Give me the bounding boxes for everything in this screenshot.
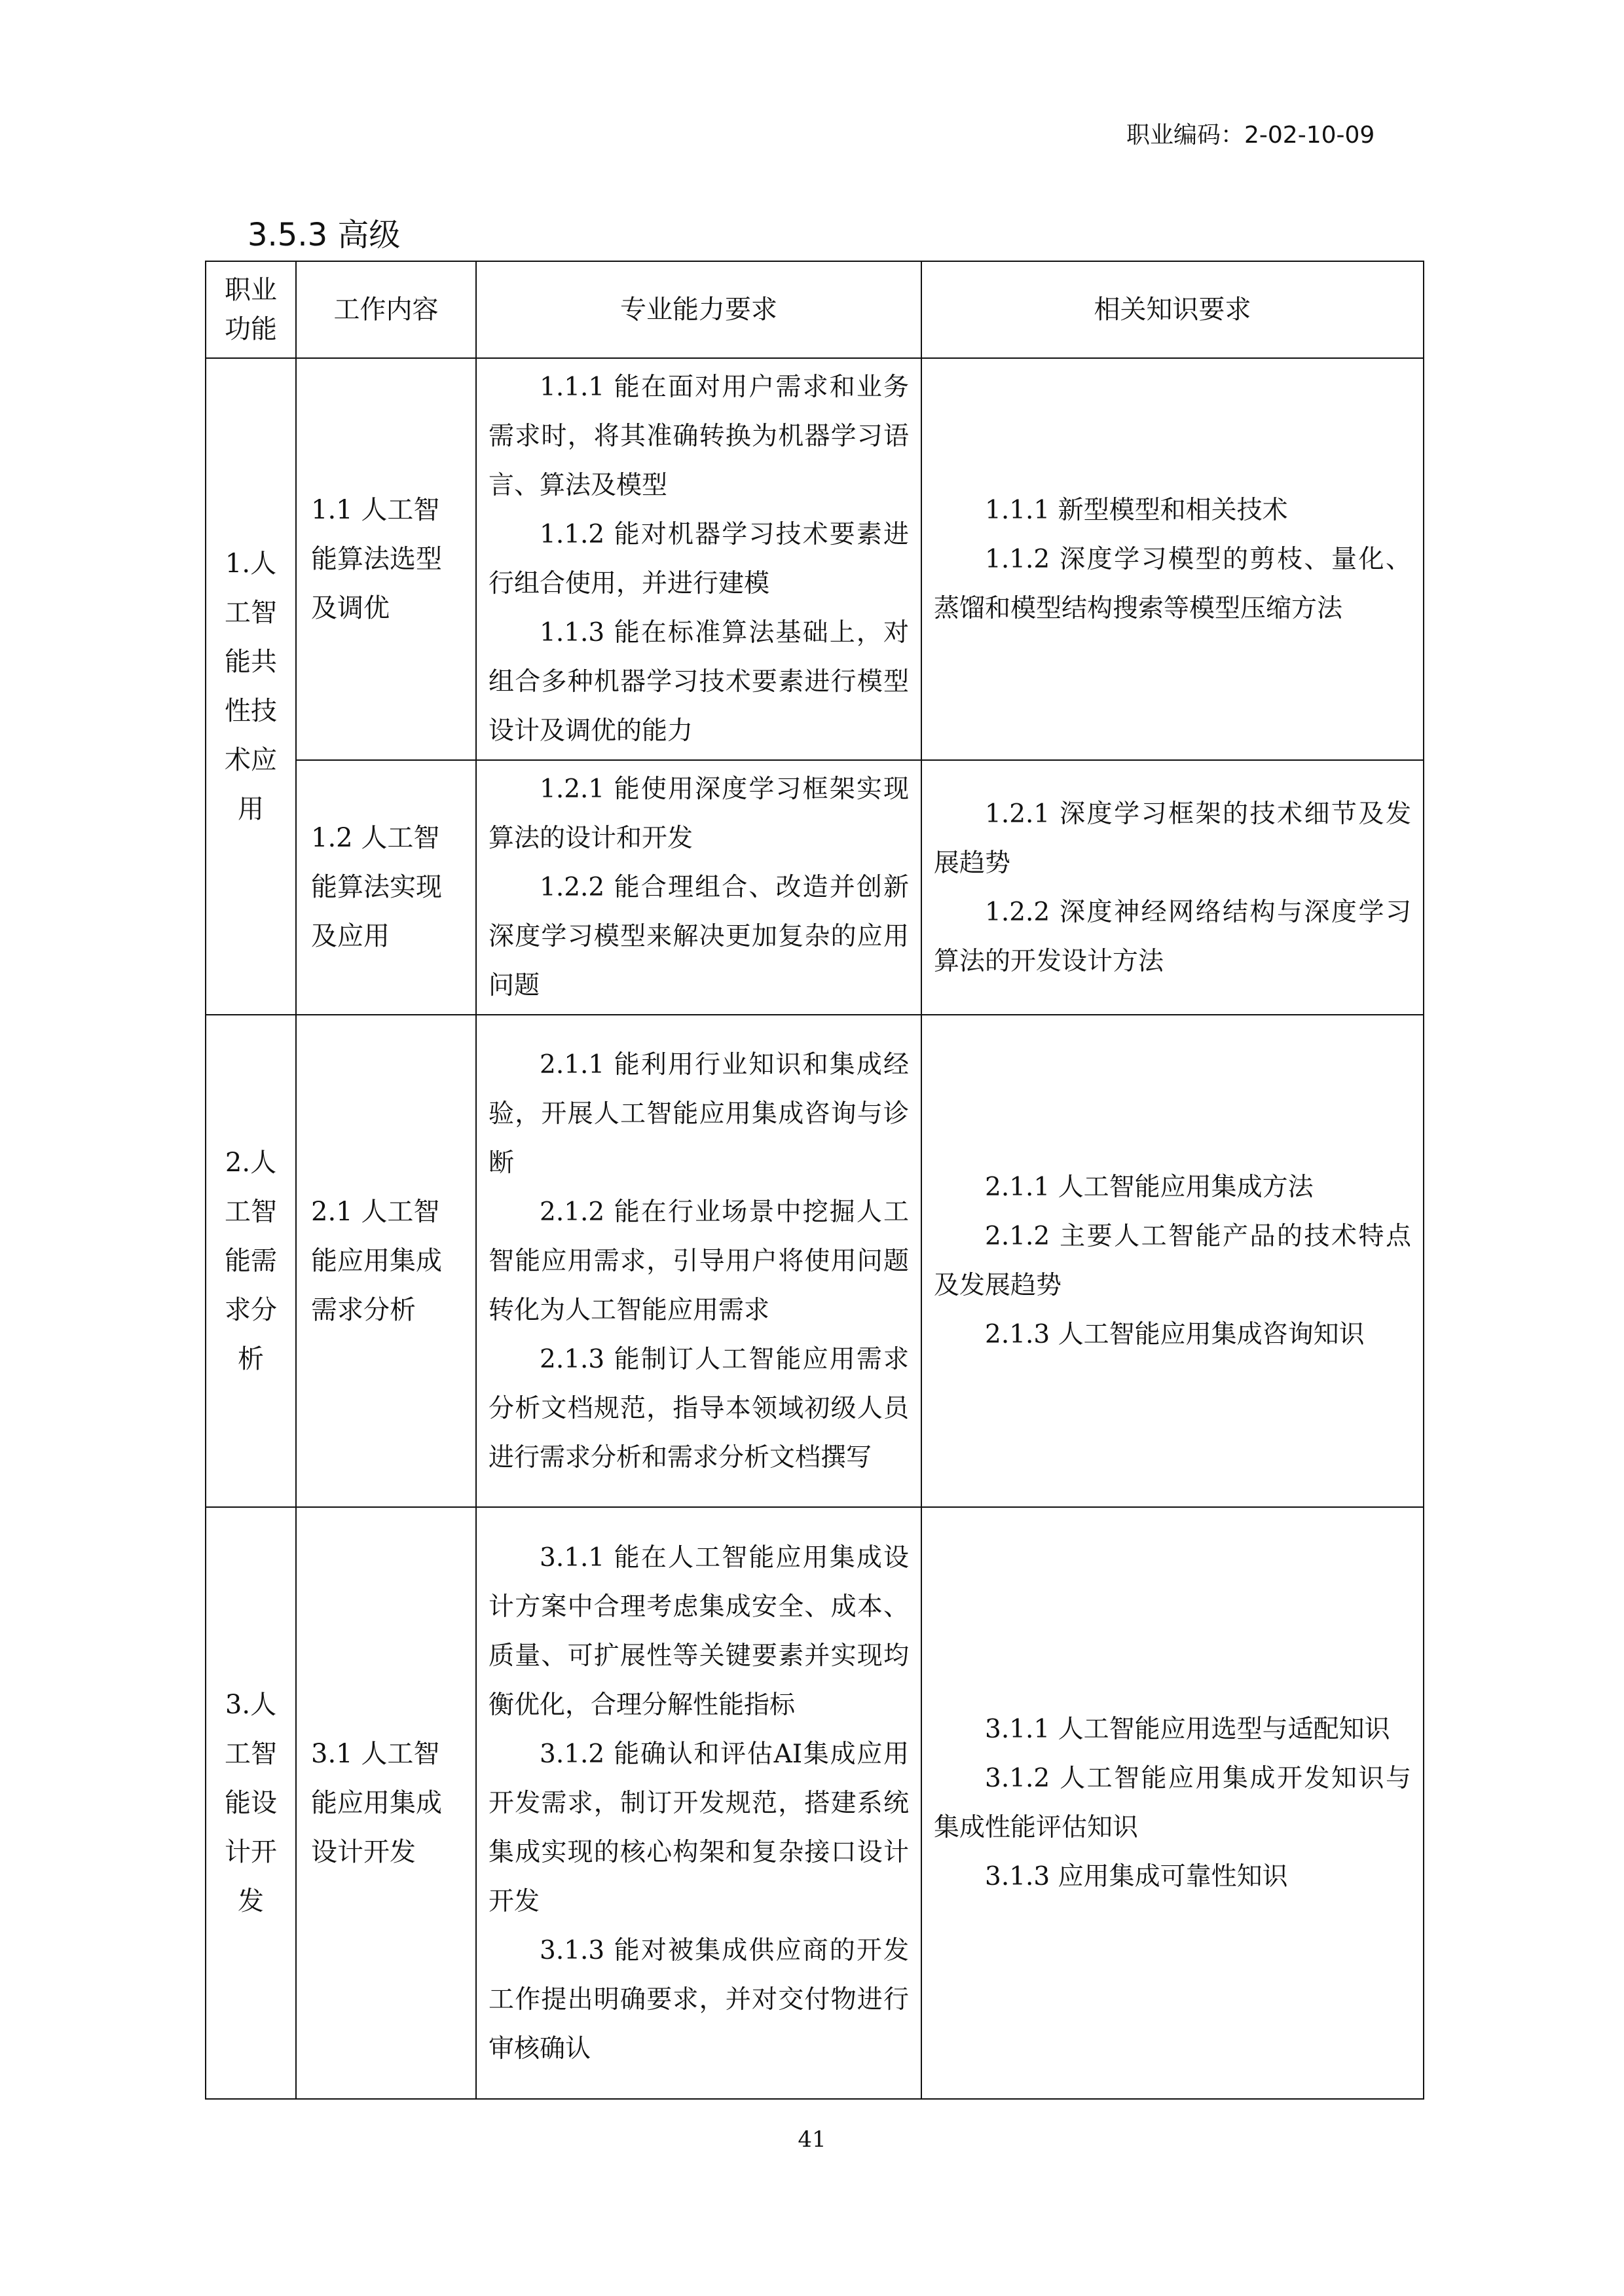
header-work: 工作内容 <box>296 261 476 358</box>
knowledge-cell <box>921 760 1424 1015</box>
knowledge-item: 1.2.1 深度学习框架的技术细节及发展趋势 <box>934 799 1411 878</box>
table-row <box>206 358 1424 760</box>
skill-item: 1.2.2 能合理组合、改造并创新深度学习模型来解决更加复杂的应用问题 <box>489 873 909 1000</box>
skill-item: 1.1.2 能对机器学习技术要素进行组合使用，并进行建模 <box>489 520 909 598</box>
skill-item: 3.1.3 能对被集成供应商的开发工作提出明确要求，并对交付物进行审核确认 <box>489 1935 909 2064</box>
table-row <box>206 760 1424 1015</box>
work-cell: 3.1 人工智能应用集成设计开发 <box>296 1507 476 2099</box>
page-number: 41 <box>798 2126 826 2153</box>
knowledge-item: 3.1.2 人工智能应用集成开发知识与集成性能评估知识 <box>934 1764 1411 1842</box>
skill-item: 1.2.1 能使用深度学习框架实现算法的设计和开发 <box>489 774 909 853</box>
skill-item: 2.1.3 能制订人工智能应用需求分析文档规范，指导本领域初级人员进行需求分析和需求分析文档撰写 <box>489 1344 909 1472</box>
occupation-code: 职业编码：2-02-10-09 <box>1126 122 1375 149</box>
work-cell: 1.1 人工智能算法选型及调优 <box>296 358 476 760</box>
skill-item: 2.1.2 能在行业场景中挖掘人工智能应用需求，引导用户将使用问题转化为人工智能应用需求 <box>489 1197 909 1325</box>
func-cell: 3.人工智能设计开发 <box>206 1507 296 2099</box>
knowledge-item: 1.1.1 新型模型和相关技术 <box>985 495 1288 525</box>
skill-item: 1.1.1 能在面对用户需求和业务需求时，将其准确转换为机器学习语言、算法及模型 <box>489 373 909 500</box>
func-cell: 1.人工智能共性技术应用 <box>206 358 296 1015</box>
table-header-row <box>206 261 1424 358</box>
func-cell: 2.人工智能需求分析 <box>206 1015 296 1507</box>
header-skill: 专业能力要求 <box>476 261 921 358</box>
header-knowledge: 相关知识要求 <box>921 261 1424 358</box>
skill-item: 1.1.3 能在标准算法基础上，对组合多种机器学习技术要素进行模型设计及调优的能力 <box>489 618 909 746</box>
knowledge-item: 2.1.2 主要人工智能产品的技术特点及发展趋势 <box>934 1222 1411 1300</box>
skill-cell <box>476 1015 921 1507</box>
knowledge-item: 2.1.1 人工智能应用集成方法 <box>985 1173 1314 1202</box>
skill-item: 2.1.1 能利用行业知识和集成经验，开展人工智能应用集成咨询与诊断 <box>489 1049 909 1178</box>
section-title: 3.5.3 高级 <box>248 217 401 253</box>
knowledge-item: 1.1.2 深度学习模型的剪枝、量化、蒸馏和模型结构搜索等模型压缩方法 <box>934 544 1411 623</box>
skill-cell <box>476 358 921 760</box>
knowledge-item: 3.1.1 人工智能应用选型与适配知识 <box>985 1715 1390 1744</box>
knowledge-item: 3.1.3 应用集成可靠性知识 <box>985 1862 1288 1891</box>
skill-cell <box>476 1507 921 2099</box>
competency-table <box>205 261 1424 2100</box>
knowledge-cell <box>921 358 1424 760</box>
work-cell: 2.1 人工智能应用集成需求分析 <box>296 1015 476 1507</box>
table-row <box>206 1015 1424 1507</box>
knowledge-item: 1.2.2 深度神经网络结构与深度学习算法的开发设计方法 <box>934 897 1411 976</box>
skill-item: 3.1.2 能确认和评估AI集成应用开发需求，制订开发规范，搭建系统集成实现的核心构架和复杂接口设计开发 <box>489 1739 909 1916</box>
work-cell: 1.2 人工智能算法实现及应用 <box>296 760 476 1015</box>
skill-cell <box>476 760 921 1015</box>
header-func: 职业功能 <box>206 261 296 358</box>
skill-item: 3.1.1 能在人工智能应用集成设计方案中合理考虑集成安全、成本、质量、可扩展性等关键要素并实现均衡优化，合理分解性能指标 <box>489 1542 909 1720</box>
knowledge-item: 2.1.3 人工智能应用集成咨询知识 <box>985 1320 1365 1349</box>
knowledge-cell <box>921 1507 1424 2099</box>
table-row <box>206 1507 1424 2099</box>
knowledge-cell <box>921 1015 1424 1507</box>
